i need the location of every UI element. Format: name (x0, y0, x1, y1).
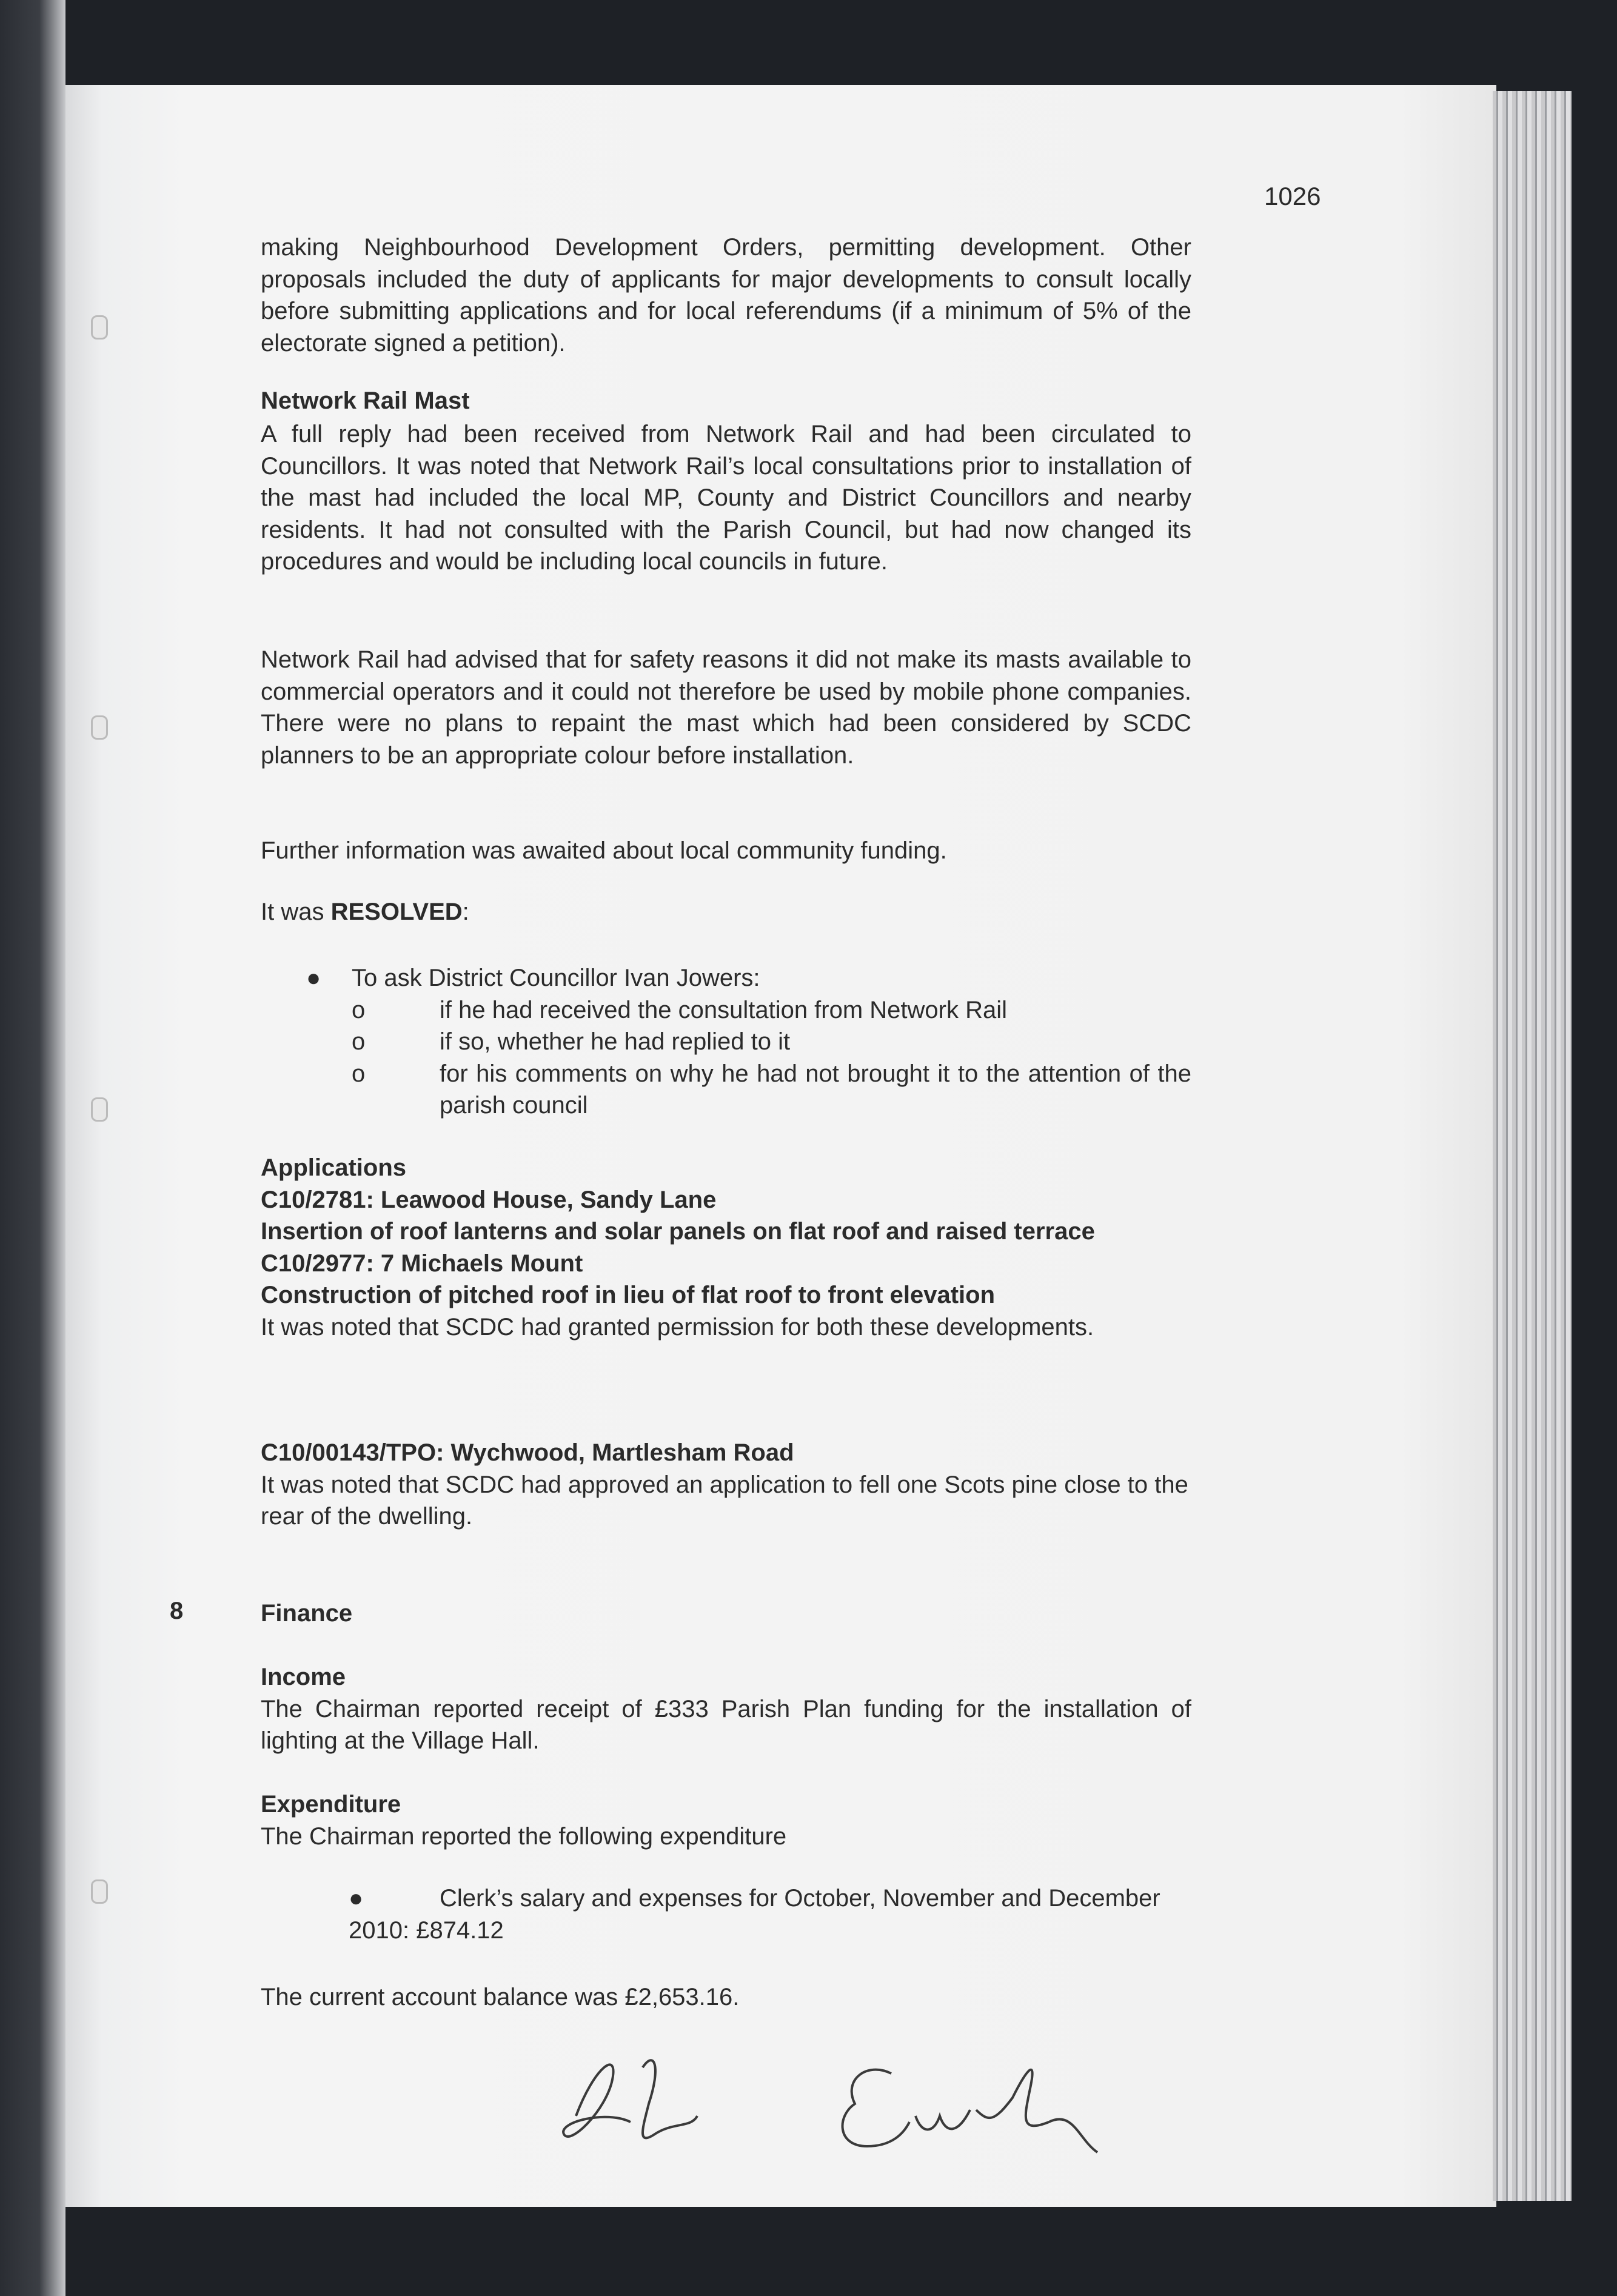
punch-hole (91, 1879, 108, 1904)
bullet-icon: ● (349, 1885, 364, 1912)
tpo-section (261, 1437, 1191, 1533)
list-item (261, 1883, 1191, 1946)
application-note: It was noted that SCDC had granted permission for both these developments. (261, 1313, 1094, 1340)
resolved-word: RESOLVED (330, 899, 463, 925)
income-heading: Income (261, 1664, 346, 1690)
punch-hole (91, 1097, 108, 1122)
signature (552, 2031, 1158, 2164)
network-rail-heading: Network Rail Mast (261, 387, 470, 414)
intro-paragraph: making Neighbourhood Development Orders, permitting development. Other proposals included the duty of applicants for major developments to consult locally before submitting applications and for local referendums (if a minimum of 5% of the electorate signed a petition). (261, 234, 1191, 356)
sub-bullet-text: for his comments on why he had not brought it to the attention of the parish council (440, 1060, 1191, 1119)
expenditure-heading: Expenditure (261, 1791, 401, 1818)
resolved-suffix: : (462, 899, 469, 925)
application-ref: C10/00143/TPO: Wychwood, Martlesham Road (261, 1439, 794, 1466)
application-ref: C10/2781: Leawood House, Sandy Lane (261, 1186, 717, 1213)
resolved-line (261, 896, 1191, 928)
income-text: The Chairman reported receipt of £333 Parish Plan funding for the installation of lighting at the Village Hall. (261, 1695, 1191, 1754)
finance-heading: Finance (261, 1600, 353, 1627)
application-desc: Construction of pitched roof in lieu of flat roof to front elevation (261, 1282, 996, 1308)
applications-heading: Applications (261, 1154, 407, 1181)
sub-list-item (261, 1026, 1191, 1058)
circle-bullet-icon: o (352, 1060, 366, 1087)
balance-text: The current account balance was £2,653.16. (261, 1984, 740, 2010)
income-section (261, 1661, 1191, 1757)
page-edges (1493, 91, 1572, 2201)
bullet-text: To ask District Councillor Ivan Jowers: (352, 965, 760, 991)
sub-list-item (261, 994, 1191, 1026)
binder-spine (0, 0, 65, 2296)
application-desc: Insertion of roof lanterns and solar panels on flat roof and raised terrace (261, 1218, 1095, 1245)
circle-bullet-icon: o (352, 996, 366, 1023)
circle-bullet-icon: o (352, 1028, 366, 1055)
application-ref: C10/2977: 7 Michaels Mount (261, 1250, 583, 1277)
applications-section (261, 1152, 1191, 1343)
application-note: It was noted that SCDC had approved an application to fell one Scots pine close to the rear of the dwelling. (261, 1471, 1188, 1530)
sub-bullet-text: if he had received the consultation from Network Rail (440, 996, 1008, 1023)
punch-hole (91, 715, 108, 740)
expenditure-list (261, 1883, 1191, 1946)
sub-bullet-text: if so, whether he had replied to it (440, 1028, 791, 1055)
network-rail-para3: Further information was awaited about local community funding. (261, 837, 947, 864)
network-rail-para2: Network Rail had advised that for safety reasons it did not make its masts available to commercial operators and it could not therefore be used by mobile phone companies. There were no plans to repaint the mast which had been considered by SCDC planners to be an appropriate colour before installation. (261, 646, 1191, 769)
bullet-icon: ● (306, 965, 321, 991)
punch-hole (91, 315, 108, 340)
resolution-list (261, 962, 1191, 1122)
list-item (261, 962, 1191, 994)
page-number: 1026 (1264, 182, 1321, 210)
sub-list-item (261, 1058, 1191, 1122)
network-rail-para1: A full reply had been received from Network Rail and had been circulated to Councillors. It was noted that Network Rail’s local consultations prior to installation of the mast had included the local MP, County and District Councillors and nearby residents. It had not consulted with the Parish Council, but had now changed its procedures and would be including local councils in future. (261, 421, 1191, 575)
expenditure-item: Clerk’s salary and expenses for October, November and December 2010: £874.12 (349, 1885, 1160, 1944)
item-number: 8 (170, 1598, 184, 1624)
resolved-prefix: It was (261, 899, 331, 925)
expenditure-text: The Chairman reported the following expenditure (261, 1822, 787, 1850)
expenditure-section (261, 1789, 1191, 1852)
